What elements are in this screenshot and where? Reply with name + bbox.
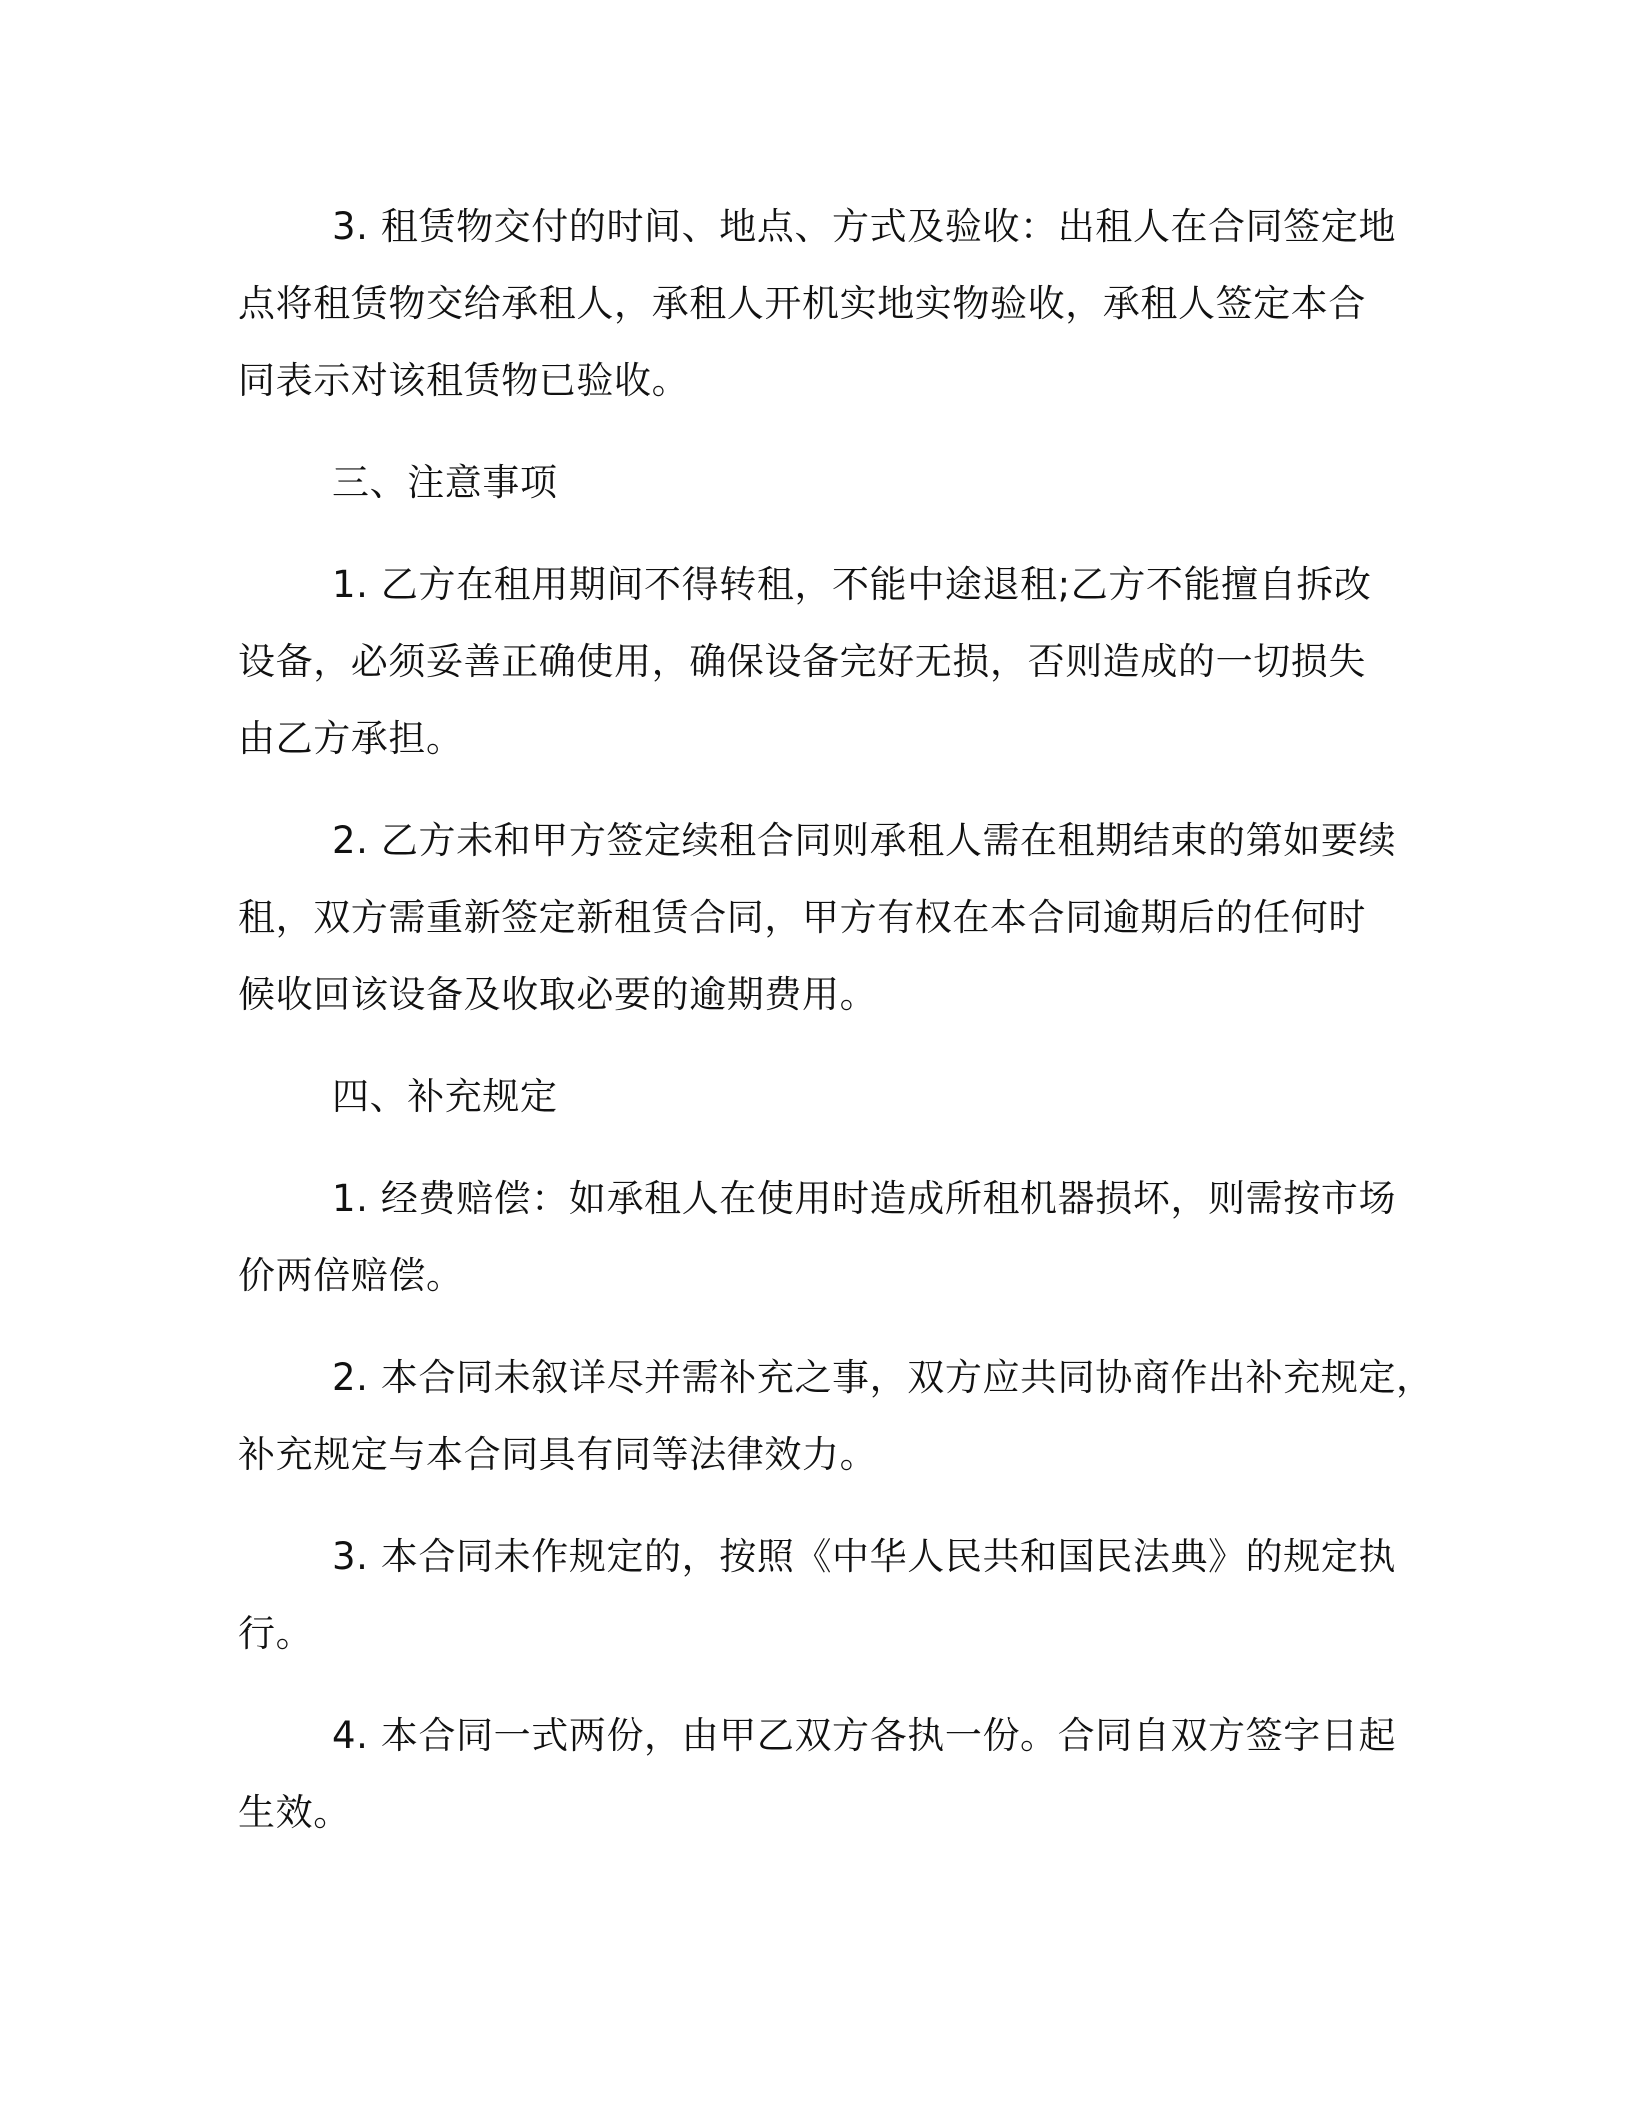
paragraph-copies-effective [238, 1697, 1400, 1851]
paragraph-line: 3. 租赁物交付的时间、地点、方式及验收：出租人在合同签定地 [332, 205, 1397, 248]
paragraph-line: 2. 本合同未叙详尽并需补充之事，双方应共同协商作出补充规定， [332, 1356, 1434, 1399]
paragraph-line: 4. 本合同一式两份，由甲乙双方各执一份。合同自双方签字日起 [332, 1714, 1397, 1757]
paragraph-line: 1. 乙方在租用期间不得转租，不能中途退租;乙方不能擅自拆改 [332, 563, 1372, 606]
document-page [238, 188, 1434, 1876]
paragraph-line: 补充规定与本合同具有同等法律效力。 [238, 1433, 878, 1476]
paragraph-line: 生效。 [238, 1791, 351, 1834]
paragraph-line: 3. 本合同未作规定的，按照《中华人民共和国民法典》的规定执 [332, 1535, 1397, 1578]
paragraph-line: 同表示对该租赁物已验收。 [238, 359, 690, 402]
paragraph-line: 1. 经费赔偿：如承租人在使用时造成所租机器损坏，则需按市场 [332, 1177, 1397, 1220]
paragraph-no-sublease [238, 546, 1400, 777]
paragraph-renewal [238, 802, 1400, 1033]
paragraph-civil-code [238, 1518, 1400, 1672]
paragraph-line: 候收回该设备及收取必要的逾期费用。 [238, 973, 878, 1016]
paragraph-line: 行。 [238, 1612, 314, 1655]
section-heading-supplementary: 四、补充规定 [332, 1075, 558, 1118]
paragraph-line: 设备，必须妥善正确使用，确保设备完好无损，否则造成的一切损失 [238, 640, 1366, 683]
paragraph-compensation [238, 1160, 1400, 1314]
paragraph-line: 价两倍赔偿。 [238, 1254, 464, 1297]
paragraph-line: 租，双方需重新签定新租赁合同，甲方有权在本合同逾期后的任何时 [238, 896, 1366, 939]
section-heading-notes: 三、注意事项 [332, 461, 558, 504]
paragraph-line: 由乙方承担。 [238, 717, 464, 760]
paragraph-line: 2. 乙方未和甲方签定续租合同则承租人需在租期结束的第如要续 [332, 819, 1397, 862]
paragraph-line: 点将租赁物交给承租人，承租人开机实地实物验收，承租人签定本合 [238, 282, 1366, 325]
paragraph-delivery-acceptance [238, 188, 1400, 419]
paragraph-supplementary-matters [238, 1339, 1434, 1493]
